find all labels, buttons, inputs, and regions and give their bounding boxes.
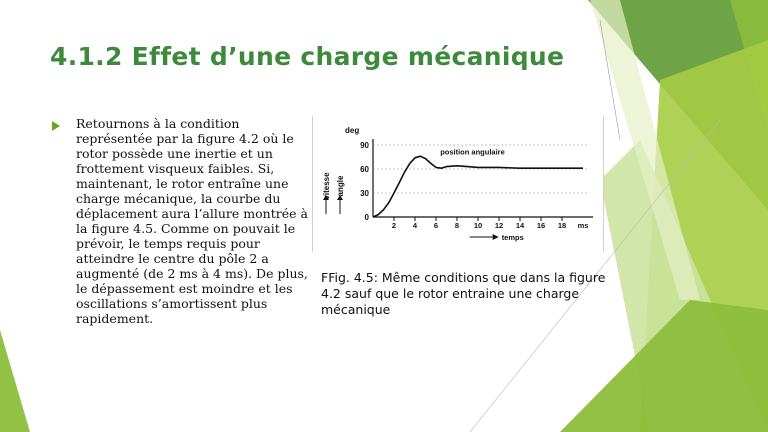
response-chart bbox=[313, 116, 603, 252]
x-tick-label: 6 bbox=[433, 221, 439, 230]
y-tick-label: 0 bbox=[364, 213, 369, 222]
x-tick-label: 10 bbox=[473, 221, 483, 230]
x-axis-label: temps bbox=[501, 233, 524, 242]
y-axis-label: vitesse bbox=[322, 172, 331, 200]
x-arrow-head-icon bbox=[493, 234, 499, 240]
y-axis-label: angle bbox=[336, 175, 345, 197]
y-tick-label: 60 bbox=[360, 165, 369, 174]
x-tick-label: 18 bbox=[557, 221, 567, 230]
x-tick-label: 8 bbox=[454, 221, 460, 230]
curve-annotation: position angulaire bbox=[440, 147, 505, 157]
y-tick-label: 30 bbox=[360, 189, 369, 198]
series-line-position bbox=[373, 156, 583, 217]
bullet-list bbox=[52, 116, 314, 326]
x-tick-label: 2 bbox=[391, 221, 397, 230]
x-tick-label: 14 bbox=[515, 221, 525, 230]
x-tick-label: 4 bbox=[412, 221, 418, 230]
y-unit-label: deg bbox=[345, 126, 360, 135]
chart-labels bbox=[322, 126, 588, 242]
bullet-text: Retournons à la condition représentée par la figure 4.2 où le rotor possède une inertie et un frottement visqueux faibles. Si, maintenant, le rotor entraîne une charge mécanique, la courbe du déplacement aura l’allure montrée à la figure 4.5. Comme on pouvait le prévoir, le temps requis pour atteindre le centre du pôle 2 a augmenté (de 2 ms à 4 ms). De plus, le dépassement est moindre et les oscillations s’amortissent plus rapidement. bbox=[76, 116, 308, 326]
x-tick-label: ms bbox=[577, 221, 589, 230]
x-tick-label: 16 bbox=[536, 221, 546, 230]
slide-title: 4.1.2 Effet d’une charge mécanique bbox=[50, 42, 565, 71]
y-tick-label: 90 bbox=[360, 141, 369, 150]
x-tick-label: 12 bbox=[494, 221, 504, 230]
chart-curve bbox=[373, 156, 583, 217]
triangle-bullet-icon bbox=[52, 121, 60, 131]
figure-image bbox=[312, 116, 604, 252]
figure-caption: FFig. 4.5: Même conditions que dans la figure 4.2 sauf que le rotor entraine une charge mécanique bbox=[321, 270, 606, 317]
